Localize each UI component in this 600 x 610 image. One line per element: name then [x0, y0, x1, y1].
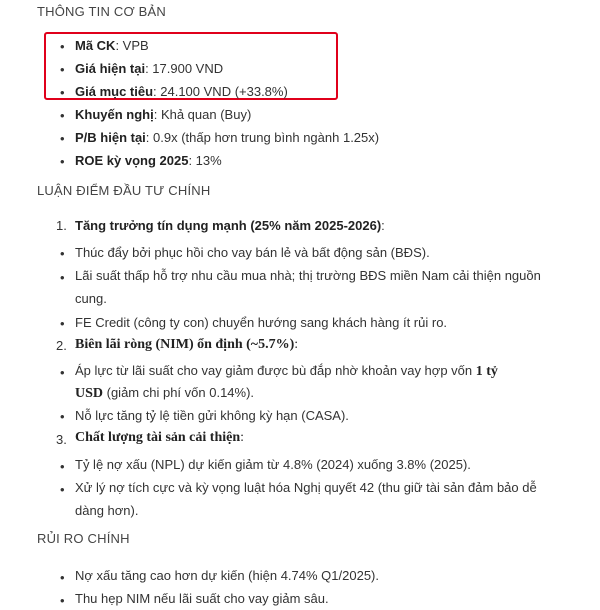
bullet: •: [60, 409, 65, 424]
bullet: •: [60, 85, 65, 100]
bullet: •: [60, 131, 65, 146]
list-item: Thúc đẩy bởi phục hồi cho vay bán lẻ và bất động sản (BĐS).: [75, 245, 430, 260]
thesis-point-heading: Chất lượng tài sản cải thiện:: [75, 430, 245, 445]
list-number: 2.: [56, 338, 67, 353]
bullet: •: [60, 459, 65, 474]
section-heading-risks: RỦI RO CHÍNH: [37, 531, 130, 546]
section-heading-thesis: LUẬN ĐIỂM ĐẦU TƯ CHÍNH: [37, 183, 211, 198]
bullet: •: [60, 108, 65, 123]
bullet: •: [60, 154, 65, 169]
list-item: P/B hiện tại: 0.9x (thấp hơn trung bình ngành 1.25x): [75, 130, 380, 145]
list-item-continuation: cung.: [75, 291, 107, 306]
list-item: Nỗ lực tăng tỷ lệ tiền gửi không kỳ hạn (CASA).: [75, 408, 349, 423]
list-item-continuation: USD (giảm chi phí vốn 0.14%).: [75, 385, 255, 401]
list-item: Lãi suất thấp hỗ trợ nhu cầu mua nhà; thị trường BĐS miền Nam cải thiện nguồn: [75, 268, 541, 283]
list-item: Giá hiện tại: 17.900 VND: [75, 61, 224, 76]
list-item: Mã CK: VPB: [75, 38, 149, 53]
list-item: Nợ xấu tăng cao hơn dự kiến (hiện 4.74% Q1/2025).: [75, 568, 379, 583]
list-number: 3.: [56, 432, 67, 447]
list-item: Giá mục tiêu: 24.100 VND (+33.8%): [75, 84, 288, 99]
bullet: •: [60, 39, 65, 54]
list-item: Áp lực từ lãi suất cho vay giảm được bù đắp nhờ khoản vay hợp vốn 1 tỷ: [75, 363, 498, 379]
list-number: 1.: [56, 218, 67, 233]
list-item-continuation: dàng hơn).: [75, 503, 139, 518]
bullet: •: [60, 570, 65, 585]
bullet: •: [60, 62, 65, 77]
list-item: Thu hẹp NIM nếu lãi suất cho vay giảm sâu.: [75, 591, 329, 606]
thesis-point-heading: Tăng trưởng tín dụng mạnh (25% năm 2025-2026):: [75, 218, 385, 233]
list-item: Xử lý nợ tích cực và kỳ vọng luật hóa Nghị quyết 42 (thu giữ tài sản đảm bảo dễ: [75, 480, 537, 495]
bullet: •: [60, 270, 65, 285]
list-item: ROE kỳ vọng 2025: 13%: [75, 153, 222, 168]
bullet: •: [60, 365, 65, 380]
list-item: Khuyến nghị: Khả quan (Buy): [75, 107, 252, 122]
thesis-point-heading: Biên lãi ròng (NIM) ổn định (~5.7%):: [75, 337, 299, 352]
bullet: •: [60, 246, 65, 261]
section-heading-basic-info: THÔNG TIN CƠ BẢN: [37, 4, 166, 19]
list-item: FE Credit (công ty con) chuyển hướng sang khách hàng ít rủi ro.: [75, 315, 448, 330]
list-item: Tỷ lệ nợ xấu (NPL) dự kiến giảm từ 4.8% (2024) xuống 3.8% (2025).: [75, 457, 471, 472]
bullet: •: [60, 482, 65, 497]
bullet: •: [60, 316, 65, 331]
bullet: •: [60, 593, 65, 608]
